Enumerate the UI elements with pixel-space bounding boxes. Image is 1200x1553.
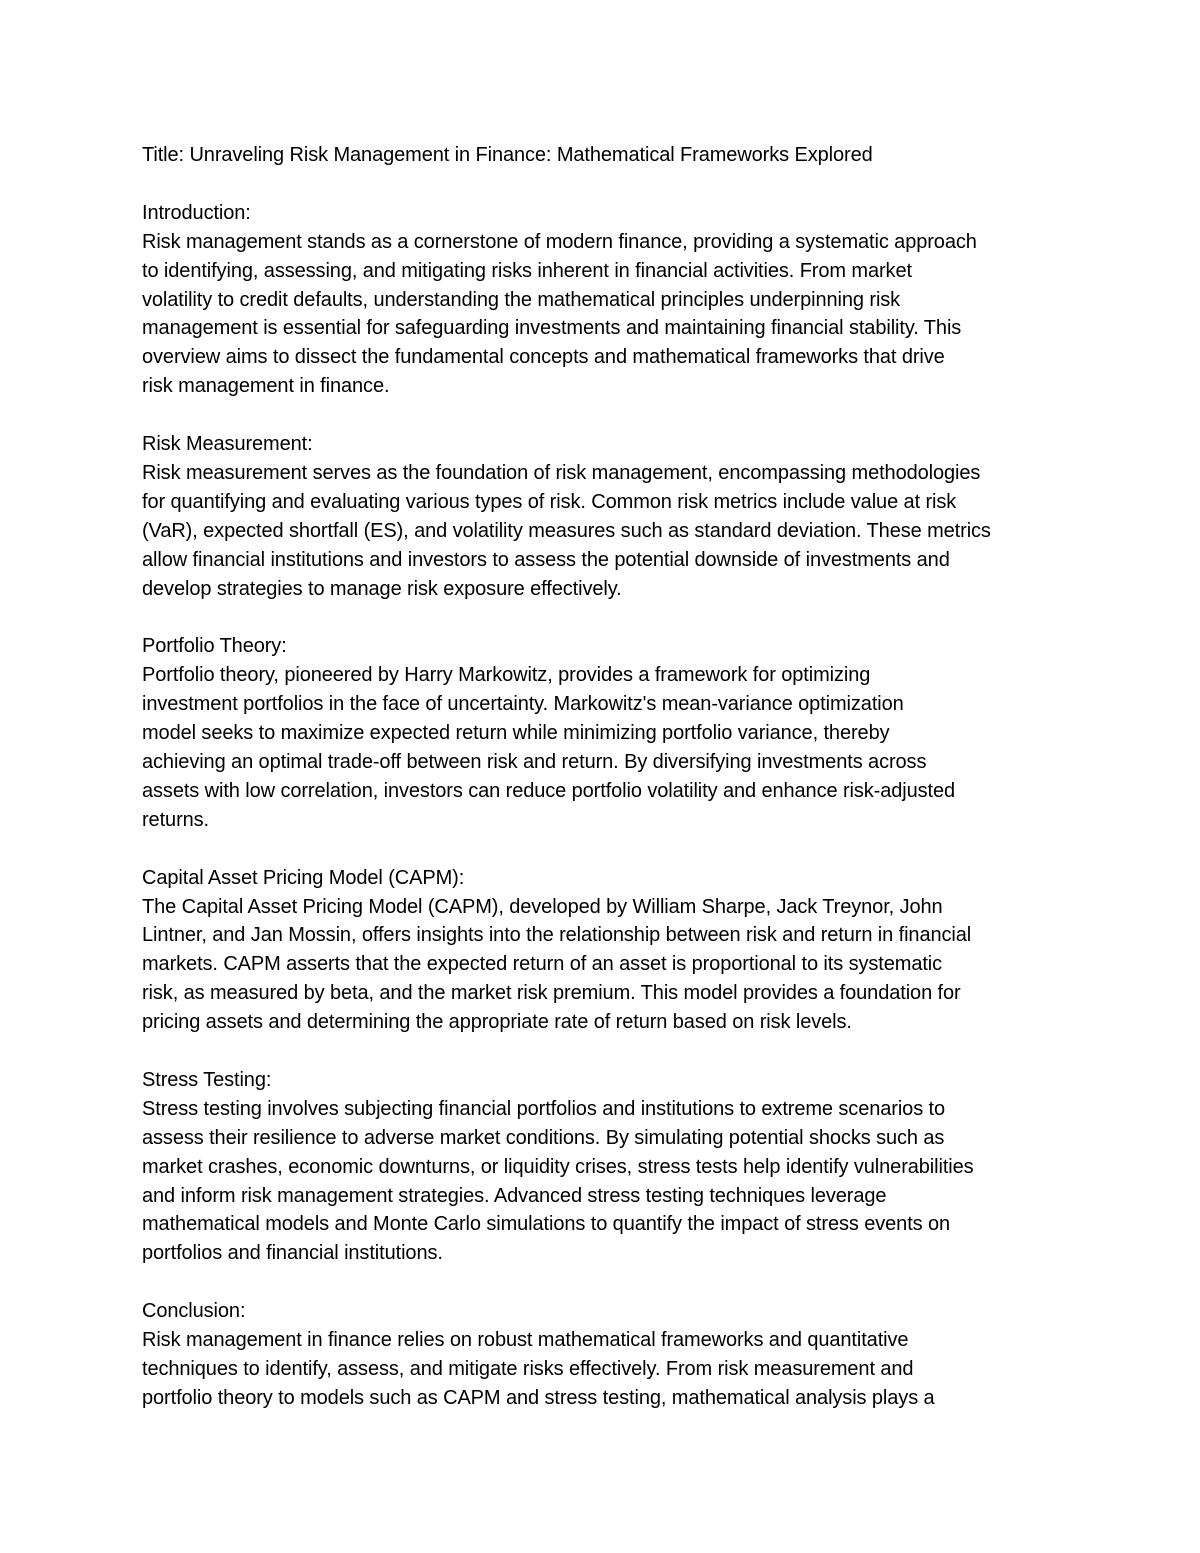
document-page — [142, 141, 1102, 1413]
paragraph-line: portfolios and financial institutions. — [142, 1242, 443, 1265]
section-heading: Risk Measurement: — [142, 433, 313, 456]
paragraph-line: Lintner, and Jan Mossin, offers insights into the relationship between risk and return in financial — [142, 924, 972, 947]
paragraph-line: achieving an optimal trade-off between risk and return. By diversifying investments across — [142, 750, 927, 773]
paragraph-line: assets with low correlation, investors can reduce portfolio volatility and enhance risk-adjusted — [142, 779, 956, 802]
document-title: Title: Unraveling Risk Management in Finance: Mathematical Frameworks Explored — [142, 144, 873, 166]
spacer — [142, 1268, 1102, 1297]
paragraph-line: portfolio theory to models such as CAPM and stress testing, mathematical analysis plays a — [142, 1386, 935, 1409]
paragraph-line: market crashes, economic downturns, or liquidity crises, stress tests help identify vulnerabilities — [142, 1155, 974, 1178]
section-heading: Introduction: — [142, 201, 251, 224]
paragraph-line: Risk measurement serves as the foundation of risk management, encompassing methodologies — [142, 461, 981, 484]
section-capm — [142, 864, 1102, 1066]
section-stress-testing — [142, 1066, 1102, 1297]
document-body — [142, 199, 1102, 1413]
paragraph-line: Risk management in finance relies on robust mathematical frameworks and quantitative — [142, 1329, 909, 1352]
paragraph-line: techniques to identify, assess, and mitigate risks effectively. From risk measurement and — [142, 1357, 914, 1380]
section-conclusion — [142, 1297, 1102, 1413]
paragraph-line: markets. CAPM asserts that the expected return of an asset is proportional to its systematic — [142, 953, 943, 976]
paragraph-line: assess their resilience to adverse market conditions. By simulating potential shocks such as — [142, 1126, 945, 1149]
paragraph-line: management is essential for safeguarding investments and maintaining financial stability. This — [142, 317, 962, 340]
paragraph-line: (VaR), expected shortfall (ES), and volatility measures such as standard deviation. These metrics — [142, 519, 991, 542]
paragraph-line: overview aims to dissect the fundamental concepts and mathematical frameworks that drive — [142, 346, 945, 369]
paragraph-line: risk, as measured by beta, and the market risk premium. This model provides a foundation for — [142, 982, 961, 1005]
section-heading: Stress Testing: — [142, 1068, 272, 1091]
paragraph-line: volatility to credit defaults, understanding the mathematical principles underpinning risk — [142, 288, 901, 311]
spacer — [142, 170, 1102, 199]
paragraph-line: investment portfolios in the face of uncertainty. Markowitz's mean-variance optimization — [142, 693, 904, 716]
section-heading: Capital Asset Pricing Model (CAPM): — [142, 866, 465, 889]
paragraph-line: pricing assets and determining the appropriate rate of return based on risk levels. — [142, 1011, 852, 1034]
paragraph-line: Risk management stands as a cornerstone of modern finance, providing a systematic approach — [142, 230, 977, 253]
paragraph-line: for quantifying and evaluating various types of risk. Common risk metrics include value at risk — [142, 490, 957, 513]
paragraph-line: The Capital Asset Pricing Model (CAPM), developed by William Sharpe, Jack Treynor, John — [142, 895, 943, 918]
spacer — [142, 1037, 1102, 1066]
section-portfolio-theory — [142, 632, 1102, 863]
paragraph-line: to identifying, assessing, and mitigating risks inherent in financial activities. From market — [142, 259, 912, 282]
spacer — [142, 401, 1102, 430]
section-heading: Portfolio Theory: — [142, 635, 287, 658]
spacer — [142, 603, 1102, 632]
section-introduction — [142, 199, 1102, 430]
spacer — [142, 835, 1102, 864]
paragraph-line: risk management in finance. — [142, 375, 390, 398]
section-heading: Conclusion: — [142, 1300, 246, 1323]
paragraph-line: Portfolio theory, pioneered by Harry Markowitz, provides a framework for optimizing — [142, 664, 871, 687]
paragraph-line: and inform risk management strategies. Advanced stress testing techniques leverage — [142, 1184, 887, 1207]
paragraph-line: Stress testing involves subjecting financial portfolios and institutions to extreme scenarios to — [142, 1097, 946, 1120]
paragraph-line: allow financial institutions and investors to assess the potential downside of investments and — [142, 548, 950, 571]
paragraph-line: develop strategies to manage risk exposure effectively. — [142, 577, 622, 600]
paragraph-line: model seeks to maximize expected return while minimizing portfolio variance, thereby — [142, 722, 890, 745]
section-risk-measurement — [142, 430, 1102, 632]
paragraph-line: returns. — [142, 808, 210, 831]
paragraph-line: mathematical models and Monte Carlo simulations to quantify the impact of stress events on — [142, 1213, 951, 1236]
